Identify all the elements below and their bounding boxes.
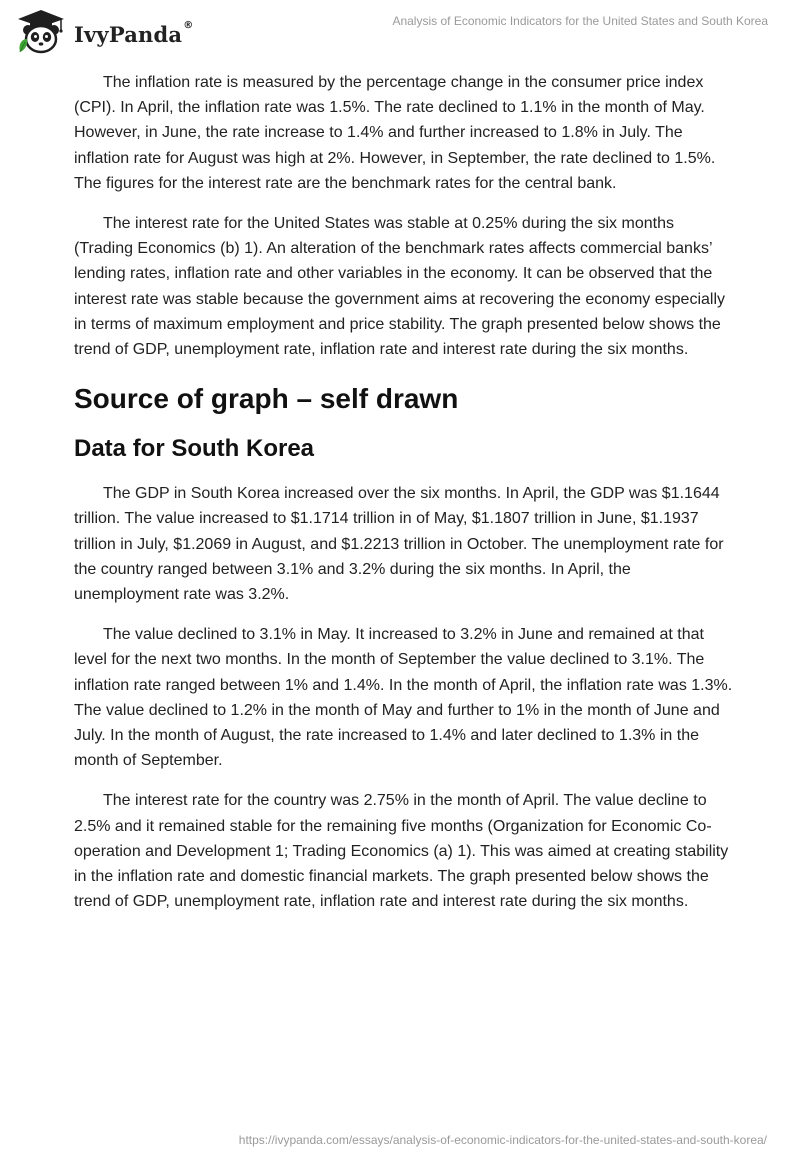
paragraph-interest-korea: The interest rate for the country was 2.75% in the month of April. The value decline to 2.5% and it remained stable for the remaining five months (Organization for Economic Co-operation and Development 1; Trading Economics (a) 1). This was aimed at creating stability in the inflation rate and domestic financial markets. The graph presented below shows the trend of GDP, unemployment rate, inflation rate and interest rate during the six months. [74, 792, 729, 911]
essay-content [74, 70, 734, 929]
page-header [0, 0, 800, 70]
registered-mark: ® [183, 19, 194, 31]
paragraph-inflation-us: The inflation rate is measured by the percentage change in the consumer price index (CPI). In April, the inflation rate was 1.5%. The rate declined to 1.1% in the month of May. However, in June, the rate increase to 1.4% and further increased to 1.8% in July. The inflation rate for August was high at 2%. However, in September, the rate declined to 1.5%. The figures for the interest rate are the benchmark rates for the central bank. [74, 74, 716, 192]
source-url[interactable]: https://ivypanda.com/essays/analysis-of-economic-indicators-for-the-united-states-and-south-korea/ [238, 1133, 767, 1147]
paragraph-gdp-korea: The GDP in South Korea increased over the six months. In April, the GDP was $1.1644 trillion. The value increased to $1.1714 trillion in of May, $1.1807 trillion in June, $1.1937 trillion in July, $1.2069 in August, and $1.2213 trillion in October. The unemployment rate for the country ranged between 3.1% and 3.2% during the six months. In April, the unemployment rate was 3.2%. [74, 485, 724, 604]
heading-graph-source: Source of graph – self drawn [74, 383, 459, 415]
logo-wordmark: IvyPanda® [74, 19, 194, 47]
paragraph-unemployment-korea: The value declined to 3.1% in May. It increased to 3.2% in June and remained at that level for the next two months. In the month of September the value declined to 3.1%. The inflation rate ranged between 1% and 1.4%. In the month of April, the inflation rate was 1.3%. The value declined to 1.2% in the month of May and further to 1% in the month of June and July. In the month of August, the rate increased to 1.4% and later declined to 1.3% in the month of September. [74, 626, 733, 770]
paragraph-interest-us: The interest rate for the United States was stable at 0.25% during the six months (Trading Economics (b) 1). An alteration of the benchmark rates affects commercial banks’ lending rates, inflation rate and other variables in the economy. It can be observed that the interest rate was stable because the government aims at recovering the economy especially in terms of maximum employment and price stability. The graph presented below shows the trend of GDP, unemployment rate, inflation rate and interest rate during the six months. [74, 215, 726, 359]
heading-south-korea-data: Data for South Korea [74, 435, 315, 463]
document-title: Analysis of Economic Indicators for the United States and South Korea [392, 14, 768, 28]
ivypanda-logo[interactable] [16, 8, 193, 54]
panda-graduate-icon [16, 8, 66, 54]
